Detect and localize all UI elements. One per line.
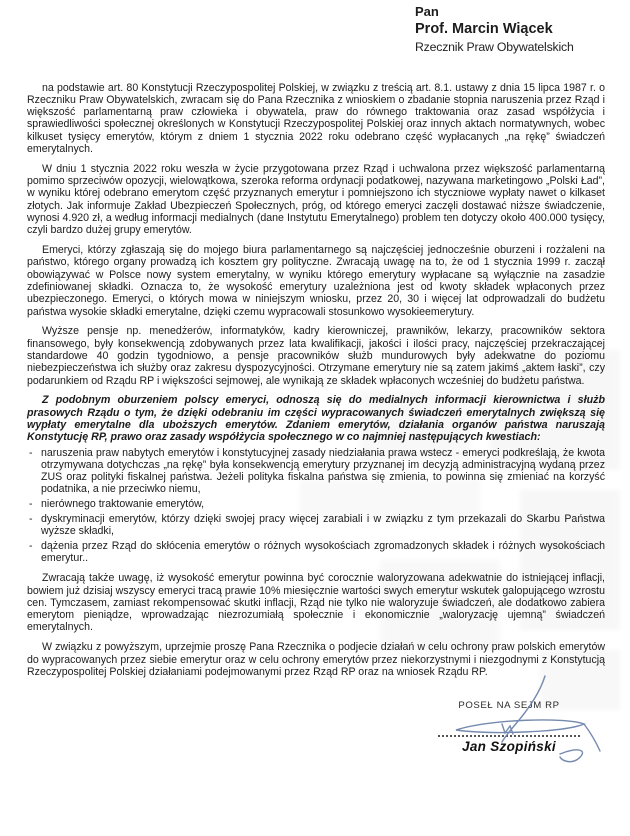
paragraph-pension-system: Emeryci, którzy zgłaszają się do mojego biura parlamentarnego są najczęściej jednocześnie oburzeni i rozżaleni na państwo, którego organy prowadzą ich kosztem gry polityczne. Zwracają uwagę na to, że od 1 stycznia 1999 r. zaczął obowiązywać w Polsce nowy system emerytalny, w wyniku którego emerytury wypłacane są wyłącznie na zasadzie zdefiniowanej składki. Oznacza to, że wysokość emerytury uzależniona jest od kwoty składek wpłaconych przez ubezpieczonego. Emeryci, o których mowa w niniejszym wniosku, przez 20, 30 i więcej lat odprowadzali do budżetu państwa wysokie składki emerytalne, dzięki czemu wypracowali stosunkowo wysokieemerytury. (27, 244, 605, 318)
handwritten-signature-icon (390, 666, 620, 781)
bullet-dash: - (29, 513, 33, 526)
recipient-block (415, 4, 605, 55)
list-item (27, 447, 605, 496)
bullet-dash: - (29, 498, 33, 511)
recipient-name: Prof. Marcin Wiącek (415, 20, 553, 37)
list-item-text: dążenia przez Rząd do skłócenia emerytów o różnych wysokościach zgromadzonych składek i różnych wysokościach emerytur.. (41, 540, 605, 565)
signature-dotted-line (438, 735, 580, 737)
signature-name: Jan Szopiński (462, 739, 556, 755)
list-item (27, 513, 605, 538)
paragraph-legal-basis: na podstawie art. 80 Konstytucji Rzeczypospolitej Polskiej, w związku z treścią art. 8.1. ustawy z dnia 15 lipca 1987 r. o Rzeczniku Praw Obywatelskich, zwracam się do Pana Rzecznika z wnioskiem o zbadanie stopnia naruszenia przez Rząd i większość parlamentarną praw człowieka i obywatela, praw do równego traktowania oraz zasad współżycia i sprawiedliwości społecznej określonych w Konstytucji Rzeczypospolitej Polskiej oraz innych aktach normatywnych, wobec kilkuset tysięcy emerytów, którym z dniem 1 stycznia 2022 roku odebrano część wypłacanych „na rękę” świadczeń emerytalnych. (27, 81, 605, 156)
paragraph-earned-pensions: Wyższe pensje np. menedżerów, informatyków, kadry kierowniczej, prawników, lekarzy, pracowników sektora finansowego, były konsekwencją zdobywanych przez lata kwalifikacji, jakości i ilości pracy, najczęściej przekraczającej standardowe 40 godzin tygodniowo, a pensje pracowników służb mundurowych były adekwatne do poziomu niebezpieczeństwa ich służby oraz zakresu dyspozycyjności. Otrzymane emerytury nie są zatem jakimś „aktem łaski”, czy podarunkiem od Rządu RP i większości sejmowej, ale wynikają ze składek wpłaconych wcześniej do budżetu państwa. (27, 325, 605, 387)
list-item (27, 498, 605, 510)
signature-title: POSEŁ NA SEJM RP (458, 700, 560, 712)
bullet-dash: - (29, 446, 33, 459)
list-item (27, 540, 605, 565)
paragraph-request: W związku z powyższym, uprzejmie proszę Pana Rzecznika o podjecie działań w celu ochrony praw polskich emerytów do wypracowanych przez siebie emerytur oraz w celu ochrony emerytów przez niekorzystnymi i niezgodnymi z Konstytucją Rzeczypospolitej Polskiej działaniami podejmowanymi przez Rząd RP oraz na wniosek Rządu RP. (27, 641, 605, 678)
recipient-salutation: Pan (415, 4, 439, 19)
recipient-title: Rzecznik Praw Obywatelskich (415, 39, 574, 54)
bullet-dash: - (29, 540, 33, 553)
paragraph-indexation: Zwracają także uwagę, iż wysokość emerytur powinna być corocznie waloryzowana adekwatnie do istniejącej inflacji, bowiem już dzisiaj wszyscy emeryci tracą prawie 10% miesięcznie wartości swych emerytur wskutek galopującego wzrostu cen. Tymczasem, zamiast rekompensować skutki inflacji, Rząd nie tylko nie waloryzuje świadczeń, ale dodatkowo zabiera emerytom pieniądze, wprowadzając niezrozumiałą społecznie i ekonomicznie „waloryzację ujemną” świadczeń emerytalnych. (27, 572, 605, 634)
paragraph-emphasis-claims: Z podobnym oburzeniem polscy emeryci, odnoszą się do medialnych informacji kierownictwa i służb prasowych Rządu o tym, że dzięki odebraniu im części wypracowanych świadczeń emerytalnych zwiększą się wypłaty emerytalne dla uboższych emerytów. Zdaniem emerytów, działania organów państwa naruszają Konstytucję RP, prawo oraz zasady współżycia społecznego w co najmniej następujących kwestiach: (27, 394, 605, 444)
list-item-text: nierównego traktowanie emerytów, (41, 498, 205, 511)
violations-list (27, 447, 605, 565)
paragraph-polski-lad: W dniu 1 stycznia 2022 roku weszła w życie przygotowana przez Rząd i uchwalona przez większość parlamentarną pomimo sprzeciwów opozycji, wielowątkowa, szeroka reforma ordynacji podatkowej, nazywana marketingowo „Polski Ład”, w wyniku której odebrano emerytom część przyznanych emerytur i pomniejszono ich styczniowe wypłaty nawet o kilkaset złotych. Jak informuje Zakład Ubezpieczeń Społecznych, próg, od którego emeryci zaczęli dostawać niższe świadczenie, wynosi 4.920 zł, a według informacji medialnych (dane Instytutu Emerytalnego) problem ten dotyczy około 400.000 tysięcy, czyli bardzo dużej grupy emerytów. (27, 162, 605, 237)
list-item-text: dyskryminacji emerytów, którzy dzięki swojej pracy więcej zarabiali i w związku z tym przekazali do Skarbu Państwa wyższe składki, (41, 513, 605, 538)
list-item-text: naruszenia praw nabytych emerytów i konstytucyjnej zasady niedziałania prawa wstecz - emeryci podkreślają, że kwota otrzymywana dotychczas „na rękę” była konsekwencją emerytury przyznanej im decyzją administracyjną wydaną przez ZUS oraz polityki fiskalnej państwa. Jeżeli polityka fiskalna państwa się zmienia, to powinna się zmieniać na korzyść podatnika, a nie przeciwko niemu, (41, 446, 605, 496)
signature-block (438, 700, 580, 754)
